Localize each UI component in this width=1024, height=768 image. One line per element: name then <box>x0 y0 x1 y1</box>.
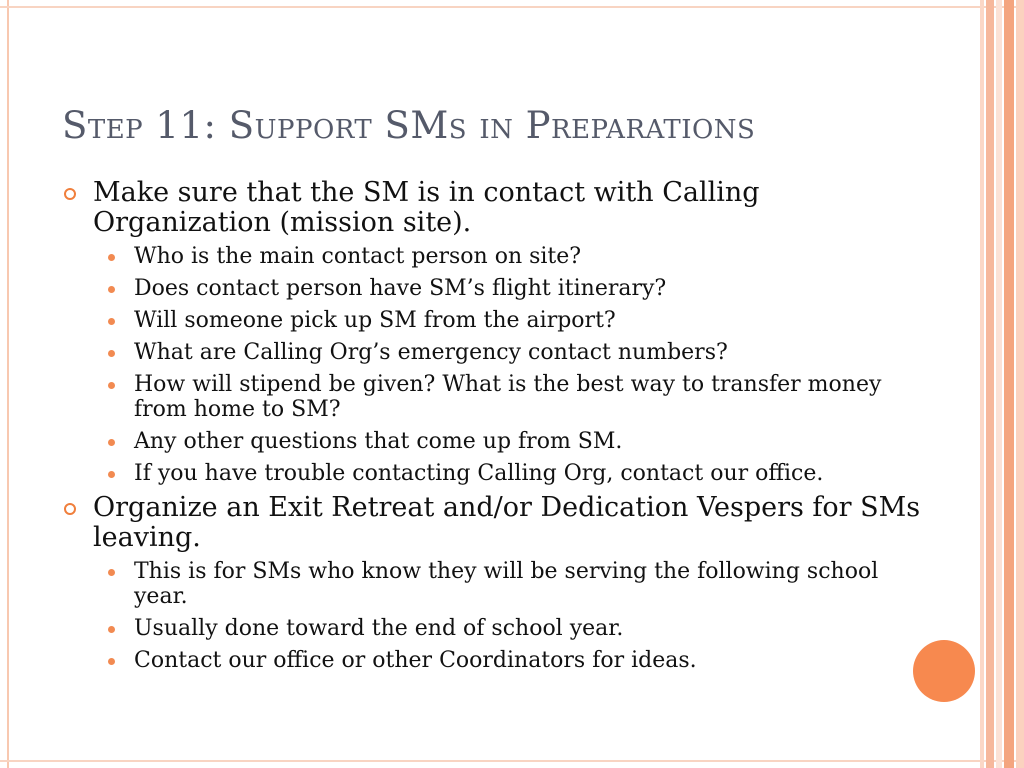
bullet-text: Make sure that the SM is in contact with Calling Organization (mission site). <box>93 177 760 238</box>
frame-border-top <box>0 6 1024 8</box>
ring-bullet-icon <box>64 188 76 200</box>
dot-bullet-icon <box>108 439 115 446</box>
sub-bullet-item <box>62 340 922 365</box>
sub-bullet-text: Contact our office or other Coordinators for ideas. <box>134 648 697 673</box>
dot-bullet-icon <box>108 569 115 576</box>
dot-bullet-icon <box>108 658 115 665</box>
frame-border-left <box>7 0 9 768</box>
sub-bullet-list <box>62 244 922 486</box>
decor-stripe <box>986 0 994 768</box>
dot-bullet-icon <box>108 382 115 389</box>
decor-stripe <box>1016 0 1024 768</box>
decor-stripe <box>1004 0 1014 768</box>
sub-bullet-text: If you have trouble contacting Calling Org, contact our office. <box>134 461 824 486</box>
sub-bullet-list <box>62 559 922 673</box>
decor-stripe <box>996 0 1002 768</box>
bullet-item <box>62 178 922 238</box>
sub-bullet-item <box>62 429 922 454</box>
dot-bullet-icon <box>108 254 115 261</box>
sub-bullet-item <box>62 461 922 486</box>
sub-bullet-text: How will stipend be given? What is the best way to transfer money from home to SM? <box>134 372 882 422</box>
sub-bullet-text: Will someone pick up SM from the airport? <box>134 308 616 333</box>
sub-bullet-item <box>62 372 922 422</box>
sub-bullet-text: Who is the main contact person on site? <box>134 244 582 269</box>
sub-bullet-text: What are Calling Org’s emergency contact numbers? <box>134 340 728 365</box>
dot-bullet-icon <box>108 350 115 357</box>
sub-bullet-item <box>62 648 922 673</box>
decor-stripe <box>980 0 984 768</box>
sub-bullet-text: This is for SMs who know they will be serving the following school year. <box>134 559 879 609</box>
dot-bullet-icon <box>108 286 115 293</box>
frame-border-bottom <box>0 760 1024 762</box>
sub-bullet-text: Any other questions that come up from SM. <box>134 429 623 454</box>
sub-bullet-text: Does contact person have SM’s flight itinerary? <box>134 276 667 301</box>
bullet-item <box>62 493 922 553</box>
sub-bullet-item <box>62 559 922 609</box>
ring-bullet-icon <box>64 503 76 515</box>
sub-bullet-item <box>62 276 922 301</box>
slide-title: Step 11: Support SMs in Preparations <box>62 104 756 147</box>
bullet-text: Organize an Exit Retreat and/or Dedication Vespers for SMs leaving. <box>93 492 921 553</box>
sub-bullet-item <box>62 244 922 269</box>
sub-bullet-text: Usually done toward the end of school year. <box>134 616 624 641</box>
decor-circle <box>913 640 975 702</box>
sub-bullet-item <box>62 308 922 333</box>
sub-bullet-item <box>62 616 922 641</box>
slide-content <box>62 178 922 680</box>
dot-bullet-icon <box>108 471 115 478</box>
dot-bullet-icon <box>108 318 115 325</box>
dot-bullet-icon <box>108 626 115 633</box>
